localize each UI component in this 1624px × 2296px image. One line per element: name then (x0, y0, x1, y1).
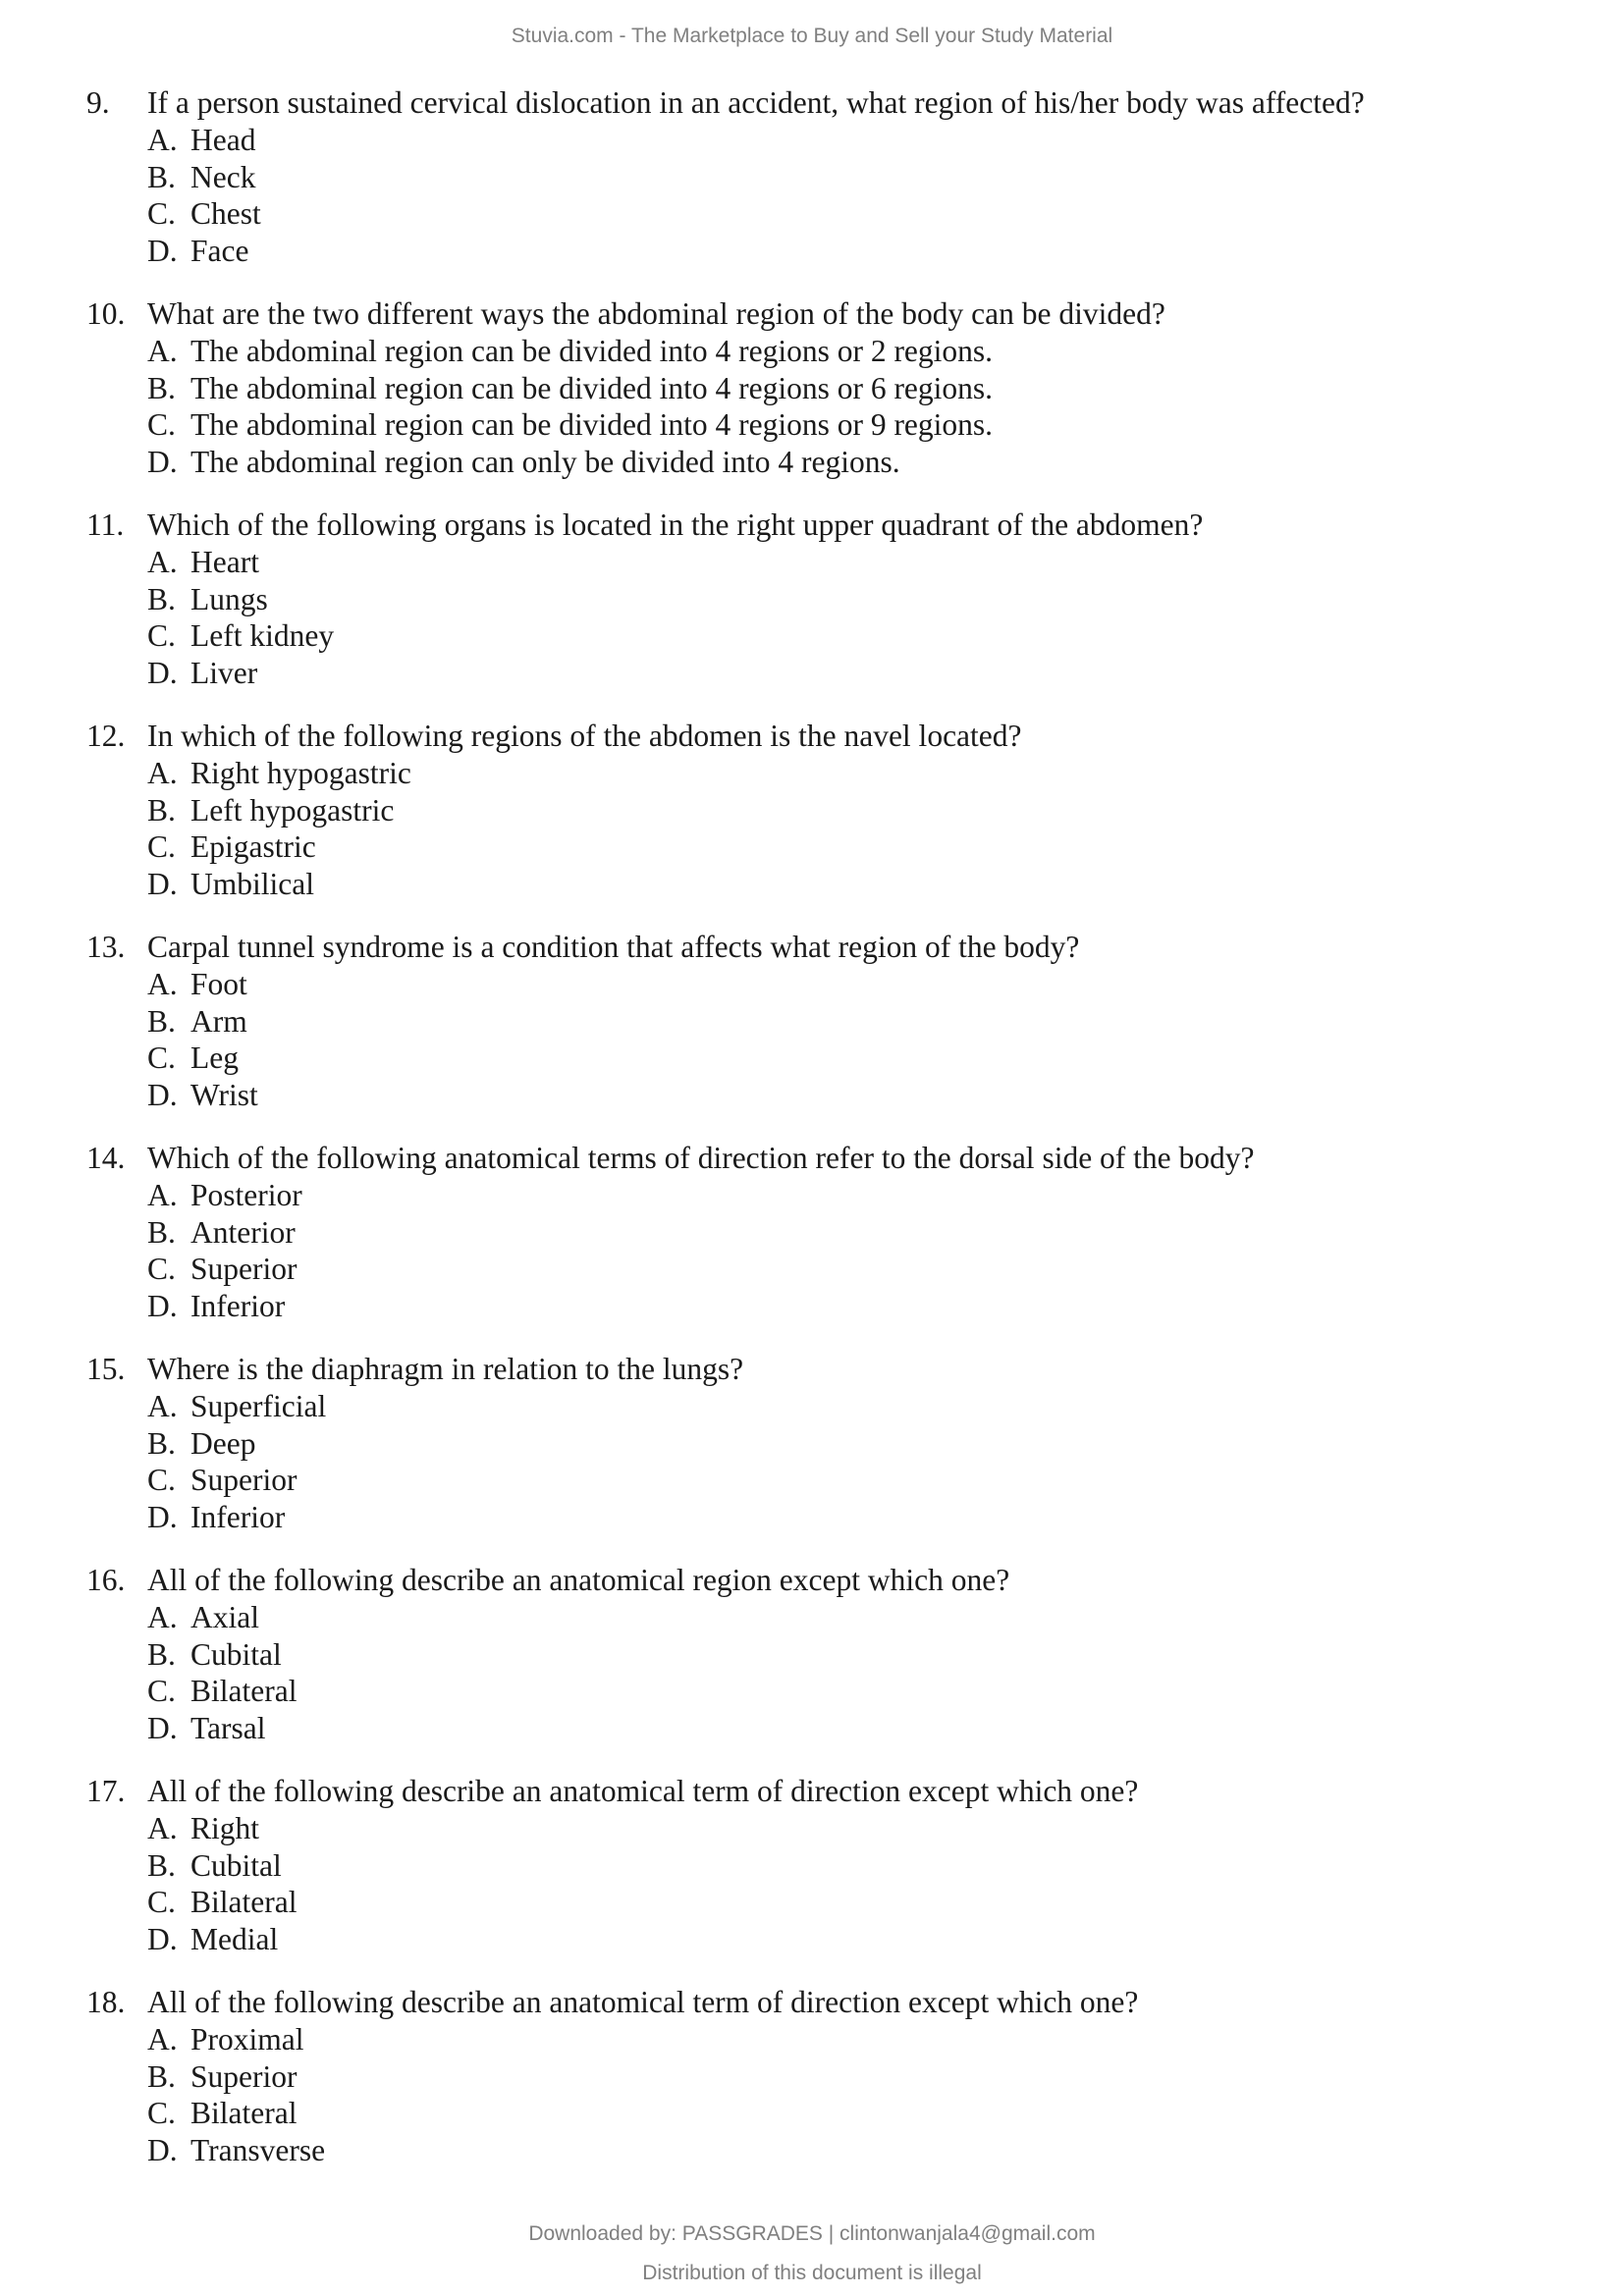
option-d (147, 233, 261, 270)
question-text: Carpal tunnel syndrome is a condition that affects what region of the body? (147, 930, 1080, 964)
option-a (147, 122, 261, 159)
option-d (147, 1921, 297, 1958)
option-letter: B. (147, 370, 176, 405)
option-b (147, 792, 411, 829)
option-letter: A. (147, 967, 178, 1001)
option-letter: B. (147, 1425, 176, 1461)
option-list (147, 544, 334, 691)
option-letter: D. (147, 1288, 178, 1323)
option-letter: C. (147, 1041, 176, 1075)
option-list (147, 1599, 297, 1746)
question-text: Which of the following organs is located in the right upper quadrant of the abdomen? (147, 507, 1204, 542)
option-text: Neck (190, 159, 256, 194)
option-a (147, 544, 334, 581)
option-text: Leg (190, 1041, 239, 1075)
option-c (147, 2095, 325, 2132)
question-11 (0, 507, 1624, 718)
downloaded-by-notice: Downloaded by: PASSGRADES | clintonwanjala4@gmail.com (528, 2222, 1096, 2245)
option-text: Inferior (190, 1288, 286, 1323)
question-12 (0, 718, 1624, 929)
question-number: 15. (86, 1352, 126, 1386)
option-text: Head (190, 123, 256, 157)
question-list (0, 84, 1624, 2195)
option-letter: C. (147, 407, 176, 442)
option-text: Transverse (190, 2132, 326, 2167)
option-c (147, 195, 261, 233)
question-number: 17. (86, 1774, 126, 1808)
option-letter: C. (147, 1252, 176, 1286)
option-text: The abdominal region can be divided into 4 regions or 9 regions. (190, 407, 994, 442)
option-text: Left hypogastric (190, 792, 395, 828)
option-text: Lungs (190, 581, 268, 616)
question-text: What are the two different ways the abdominal region of the body can be divided? (147, 296, 1165, 331)
option-a (147, 1388, 326, 1425)
distribution-notice: Distribution of this document is illegal (642, 2262, 982, 2284)
option-text: Arm (190, 1003, 247, 1039)
option-c (147, 1251, 302, 1288)
option-letter: D. (147, 2132, 178, 2167)
option-c (147, 828, 411, 866)
question-text: Where is the diaphragm in relation to the lungs? (147, 1352, 744, 1386)
option-c (147, 617, 334, 655)
option-b (147, 1003, 258, 1041)
option-letter: D. (147, 1710, 178, 1745)
option-text: Posterior (190, 1178, 302, 1212)
option-letter: A. (147, 1389, 178, 1423)
question-number: 10. (86, 296, 126, 331)
option-c (147, 1040, 258, 1077)
option-list (147, 1810, 297, 1957)
option-text: Deep (190, 1425, 256, 1461)
option-text: Right hypogastric (190, 756, 411, 790)
option-text: The abdominal region can be divided into 4 regions or 6 regions. (190, 370, 994, 405)
option-text: The abdominal region can only be divided into 4 regions. (190, 444, 900, 479)
option-list (147, 2021, 325, 2168)
option-letter: A. (147, 1178, 178, 1212)
option-letter: B. (147, 1214, 176, 1250)
option-text: Proximal (190, 2022, 304, 2056)
option-c (147, 1884, 297, 1921)
option-text: Liver (190, 655, 258, 690)
option-text: The abdominal region can be divided into 4 regions or 2 regions. (190, 334, 994, 368)
option-letter: B. (147, 1847, 176, 1883)
option-letter: C. (147, 1885, 176, 1919)
option-d (147, 1077, 258, 1114)
option-a (147, 755, 411, 792)
option-a (147, 1599, 297, 1636)
question-number: 12. (86, 719, 126, 753)
question-number: 9. (86, 85, 110, 120)
option-c (147, 1673, 297, 1710)
option-letter: D. (147, 866, 178, 901)
option-letter: A. (147, 334, 178, 368)
question-9 (0, 84, 1624, 295)
option-c (147, 406, 993, 444)
option-text: Superior (190, 1463, 298, 1497)
option-letter: D. (147, 1921, 178, 1956)
option-letter: C. (147, 196, 176, 231)
option-letter: C. (147, 1463, 176, 1497)
question-text: All of the following describe an anatomical term of direction except which one? (147, 1774, 1139, 1808)
option-b (147, 1214, 302, 1252)
option-d (147, 2132, 325, 2169)
option-letter: D. (147, 444, 178, 479)
option-letter: B. (147, 1003, 176, 1039)
option-letter: C. (147, 618, 176, 653)
question-14 (0, 1140, 1624, 1351)
option-b (147, 1847, 297, 1885)
option-letter: D. (147, 1499, 178, 1534)
option-text: Inferior (190, 1499, 286, 1534)
option-text: Chest (190, 196, 261, 231)
option-a (147, 1177, 302, 1214)
question-number: 16. (86, 1563, 126, 1597)
option-text: Superficial (190, 1389, 327, 1423)
option-b (147, 370, 993, 407)
option-letter: B. (147, 2058, 176, 2094)
question-15 (0, 1351, 1624, 1562)
option-letter: A. (147, 2022, 178, 2056)
question-17 (0, 1773, 1624, 1984)
option-text: Tarsal (190, 1710, 266, 1745)
option-letter: C. (147, 829, 176, 864)
option-list (147, 966, 258, 1113)
option-d (147, 1710, 297, 1747)
option-text: Wrist (190, 1077, 258, 1112)
option-text: Foot (190, 967, 247, 1001)
option-d (147, 444, 993, 481)
option-text: Superior (190, 2058, 298, 2094)
question-number: 13. (86, 930, 126, 964)
question-text: All of the following describe an anatomical region except which one? (147, 1563, 1010, 1597)
option-text: Cubital (190, 1847, 282, 1883)
option-text: Bilateral (190, 1674, 298, 1708)
option-letter: D. (147, 1077, 178, 1112)
option-letter: B. (147, 1636, 176, 1672)
option-d (147, 866, 411, 903)
option-b (147, 159, 261, 196)
option-list (147, 755, 411, 902)
option-letter: A. (147, 1600, 178, 1634)
option-text: Axial (190, 1600, 259, 1634)
option-letter: A. (147, 1811, 178, 1845)
option-d (147, 1499, 326, 1536)
question-10 (0, 295, 1624, 507)
question-18 (0, 1984, 1624, 2195)
option-letter: A. (147, 123, 178, 157)
option-a (147, 966, 258, 1003)
option-letter: C. (147, 2096, 176, 2130)
question-16 (0, 1562, 1624, 1773)
option-a (147, 2021, 325, 2058)
option-c (147, 1462, 326, 1499)
question-number: 14. (86, 1141, 126, 1175)
option-a (147, 333, 993, 370)
option-letter: C. (147, 1674, 176, 1708)
option-b (147, 2058, 325, 2096)
question-13 (0, 929, 1624, 1140)
option-letter: D. (147, 655, 178, 690)
page-header: Stuvia.com - The Marketplace to Buy and Sell your Study Material (511, 25, 1113, 47)
question-number: 11. (86, 507, 125, 542)
question-text: All of the following describe an anatomical term of direction except which one? (147, 1985, 1139, 2019)
option-text: Right (190, 1811, 260, 1845)
option-text: Bilateral (190, 1885, 298, 1919)
option-text: Heart (190, 545, 259, 579)
option-b (147, 1636, 297, 1674)
option-list (147, 1388, 326, 1535)
option-text: Face (190, 233, 249, 268)
option-list (147, 1177, 302, 1324)
option-letter: B. (147, 792, 176, 828)
option-d (147, 655, 334, 692)
question-number: 18. (86, 1985, 126, 2019)
option-text: Superior (190, 1252, 298, 1286)
option-list (147, 122, 261, 269)
option-letter: B. (147, 581, 176, 616)
option-letter: A. (147, 545, 178, 579)
option-list (147, 333, 993, 480)
option-text: Epigastric (190, 829, 316, 864)
option-text: Medial (190, 1921, 279, 1956)
question-text: In which of the following regions of the abdomen is the navel located? (147, 719, 1022, 753)
option-text: Anterior (190, 1214, 296, 1250)
option-letter: D. (147, 233, 178, 268)
option-a (147, 1810, 297, 1847)
option-b (147, 1425, 326, 1463)
question-text: If a person sustained cervical dislocation in an accident, what region of his/her body was affected? (147, 85, 1365, 120)
option-d (147, 1288, 302, 1325)
question-text: Which of the following anatomical terms of direction refer to the dorsal side of the body? (147, 1141, 1255, 1175)
option-text: Left kidney (190, 618, 335, 653)
option-text: Umbilical (190, 866, 314, 901)
option-b (147, 581, 334, 618)
option-letter: A. (147, 756, 178, 790)
option-text: Bilateral (190, 2096, 298, 2130)
option-text: Cubital (190, 1636, 282, 1672)
option-letter: B. (147, 159, 176, 194)
